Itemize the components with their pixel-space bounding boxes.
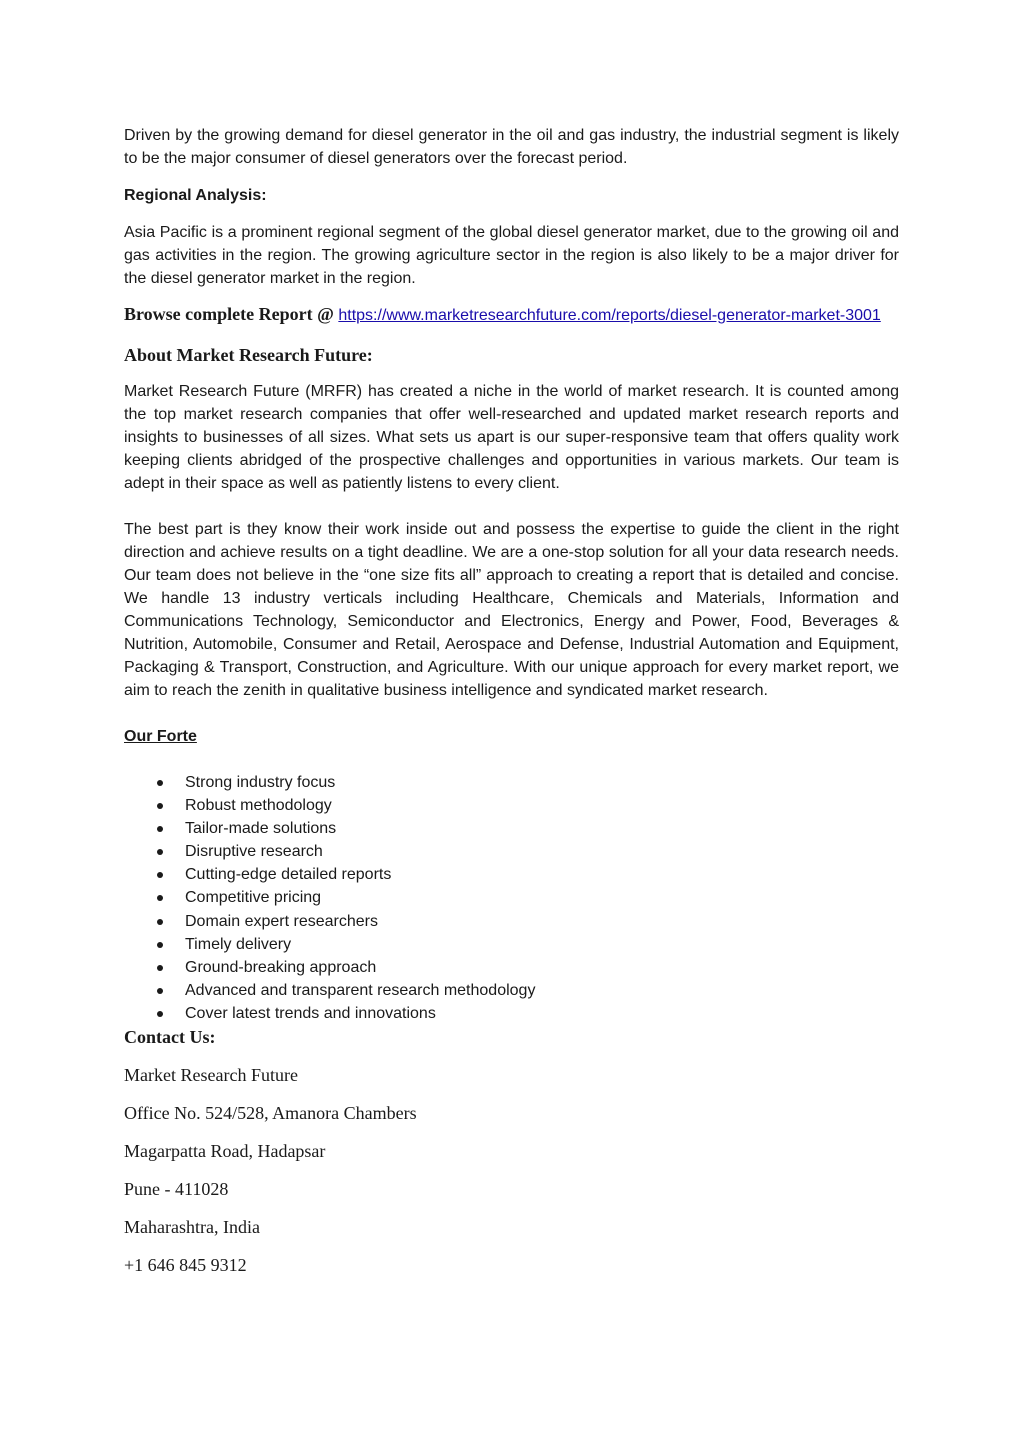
bullet-icon [157,988,163,994]
bullet-icon [157,895,163,901]
contact-company: Market Research Future [124,1065,298,1086]
bullet-icon [157,803,163,809]
contact-city: Pune - 411028 [124,1179,229,1200]
list-item [124,910,899,933]
regional-analysis-paragraph: Asia Pacific is a prominent regional segment of the global diesel generator market, due to the growing oil and gas activities in the region. The growing agriculture sector in the region is also likely to be a major driver for the diesel generator market in the region. [124,224,899,287]
forte-list [124,771,899,1025]
browse-report-label: Browse complete Report @ [124,304,339,324]
bullet-icon [157,1011,163,1017]
bullet-icon [157,965,163,971]
list-item-label: Strong industry focus [185,774,336,791]
list-item [124,956,899,979]
list-item [124,794,899,817]
bullet-icon [157,872,163,878]
bullet-icon [157,942,163,948]
report-link[interactable]: https://www.marketresearchfuture.com/reports/diesel-generator-market-3001 [338,307,881,324]
list-item-label: Timely delivery [185,935,292,953]
contact-phone: +1 646 845 9312 [124,1255,247,1276]
list-item [124,886,899,909]
list-item [124,979,899,1002]
bullet-icon [157,826,163,832]
contact-road: Magarpatta Road, Hadapsar [124,1141,326,1162]
list-item [124,771,899,794]
browse-report-line [124,302,899,328]
list-item-label: Cover latest trends and innovations [185,1004,436,1022]
about-heading: About Market Research Future: [124,345,373,365]
list-item-label: Tailor-made solutions [185,820,337,838]
list-item [124,933,899,956]
list-item-label: Disruptive research [185,843,323,861]
list-item [124,840,899,863]
document-page [124,124,899,1277]
about-paragraph-2: The best part is they know their work inside out and possess the expertise to guide the client in the right direction and achieve results on a tight deadline. We are a one-stop solution for all your data research needs. Our team does not believe in the “one size fits all” approach to creating a report that is detailed and concise. We handle 13 industry verticals including Healthcare, Chemicals and Materials, Information and Communications Technology, Semiconductor and Electronics, Energy and Power, Food, Beverages & Nutrition, Automobile, Consumer and Retail, Aerospace and Defense, Industrial Automation and Equipment, Packaging & Transport, Construction, and Agriculture. With our unique approach for every market report, we aim to reach the zenith in qualitative business intelligence and syndicated market research. [124,521,899,699]
list-item [124,817,899,840]
contact-state: Maharashtra, India [124,1217,260,1238]
list-item [124,1002,899,1025]
bullet-icon [157,849,163,855]
list-item-label: Ground-breaking approach [185,958,377,976]
list-item [124,863,899,886]
our-forte-heading: Our Forte [124,728,197,745]
bullet-icon [157,780,163,786]
list-item-label: Advanced and transparent research methodology [185,981,536,999]
intro-paragraph: Driven by the growing demand for diesel generator in the oil and gas industry, the industrial segment is likely to be the major consumer of diesel generators over the forecast period. [124,127,899,167]
regional-analysis-heading: Regional Analysis: [124,187,267,204]
contact-heading: Contact Us: [124,1027,216,1048]
contact-office: Office No. 524/528, Amanora Chambers [124,1103,417,1124]
list-item-label: Domain expert researchers [185,912,378,930]
list-item-label: Competitive pricing [185,889,322,907]
about-paragraph-1: Market Research Future (MRFR) has created a niche in the world of market research. It is counted among the top market research companies that offer well-researched and updated market research reports and insights to businesses of all sizes. What sets us apart is our super-responsive team that offers quality work keeping clients abridged of the prospective challenges and opportunities in various markets. Our team is adept in their space as well as patiently listens to every client. [124,383,899,492]
list-item-label: Cutting-edge detailed reports [185,866,392,884]
list-item-label: Robust methodology [185,797,332,815]
bullet-icon [157,919,163,925]
